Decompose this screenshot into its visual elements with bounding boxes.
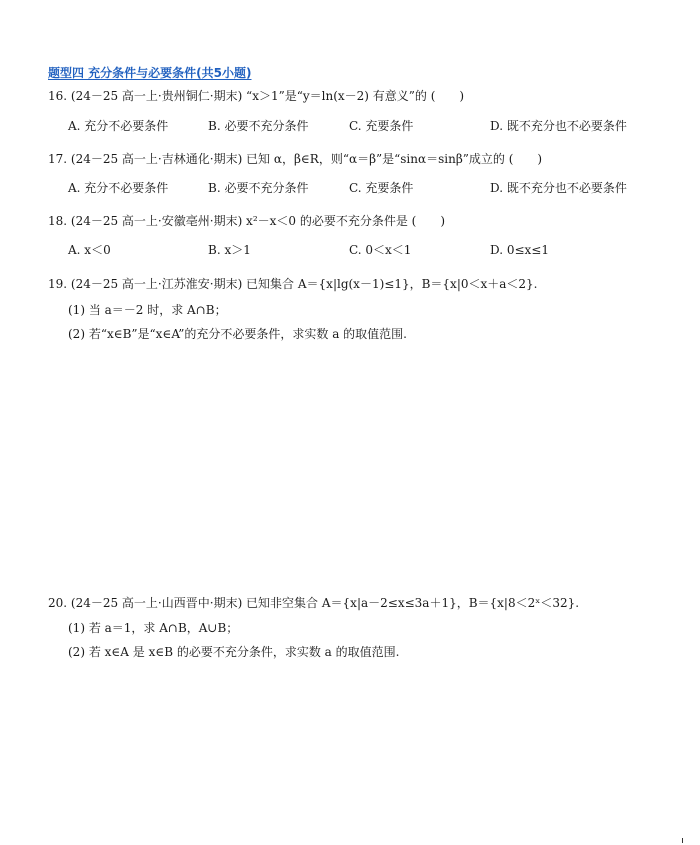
question-19-stem: 19. (24－25 高一上·江苏淮安·期末) 已知集合 A＝{x|lg(x－1)≤1}，B＝{x|0＜x＋a＜2}. (48, 277, 538, 291)
option-b[interactable]: B. 必要不充分条件 (208, 119, 309, 133)
question-20-part-1: (1) 若 a＝1，求 A∩B，A∪B； (68, 621, 239, 635)
option-a[interactable]: A. 充分不必要条件 (68, 119, 169, 133)
question-17-stem: 17. (24－25 高一上·吉林通化·期末) 已知 α，β∈R，则“α＝β”是“sinα＝sinβ”成立的 ( ) (48, 152, 543, 166)
option-d[interactable]: D. 既不充分也不必要条件 (490, 181, 627, 195)
question-19-part-2: (2) 若“x∈B”是“x∈A”的充分不必要条件，求实数 a 的取值范围. (68, 327, 407, 341)
option-a[interactable]: A. 充分不必要条件 (68, 181, 169, 195)
option-c[interactable]: C. 0＜x＜1 (349, 243, 412, 257)
option-d[interactable]: D. 既不充分也不必要条件 (490, 119, 627, 133)
section-title: 题型四 充分条件与必要条件(共5小题) (48, 66, 252, 80)
option-b[interactable]: B. 必要不充分条件 (208, 181, 309, 195)
option-a[interactable]: A. x＜0 (68, 243, 111, 257)
option-b[interactable]: B. x＞1 (208, 243, 251, 257)
question-20-stem: 20. (24－25 高一上·山西晋中·期末) 已知非空集合 A＝{x|a－2≤x≤3a＋1}，B＝{x|8＜2ˣ＜32}. (48, 596, 580, 610)
question-19-part-1: (1) 当 a＝－2 时，求 A∩B； (68, 303, 227, 317)
question-20-part-2: (2) 若 x∈A 是 x∈B 的必要不充分条件，求实数 a 的取值范围. (68, 645, 400, 659)
option-c[interactable]: C. 充要条件 (349, 119, 414, 133)
question-16-stem: 16. (24－25 高一上·贵州铜仁·期末) “x＞1”是“y＝ln(x－2) 有意义”的 ( ) (48, 89, 465, 103)
option-d[interactable]: D. 0≤x≤1 (490, 243, 549, 257)
question-18-stem: 18. (24－25 高一上·安徽亳州·期末) x²－x＜0 的必要不充分条件是 ( ) (48, 214, 446, 228)
page-edge-mark (682, 838, 683, 843)
option-c[interactable]: C. 充要条件 (349, 181, 414, 195)
